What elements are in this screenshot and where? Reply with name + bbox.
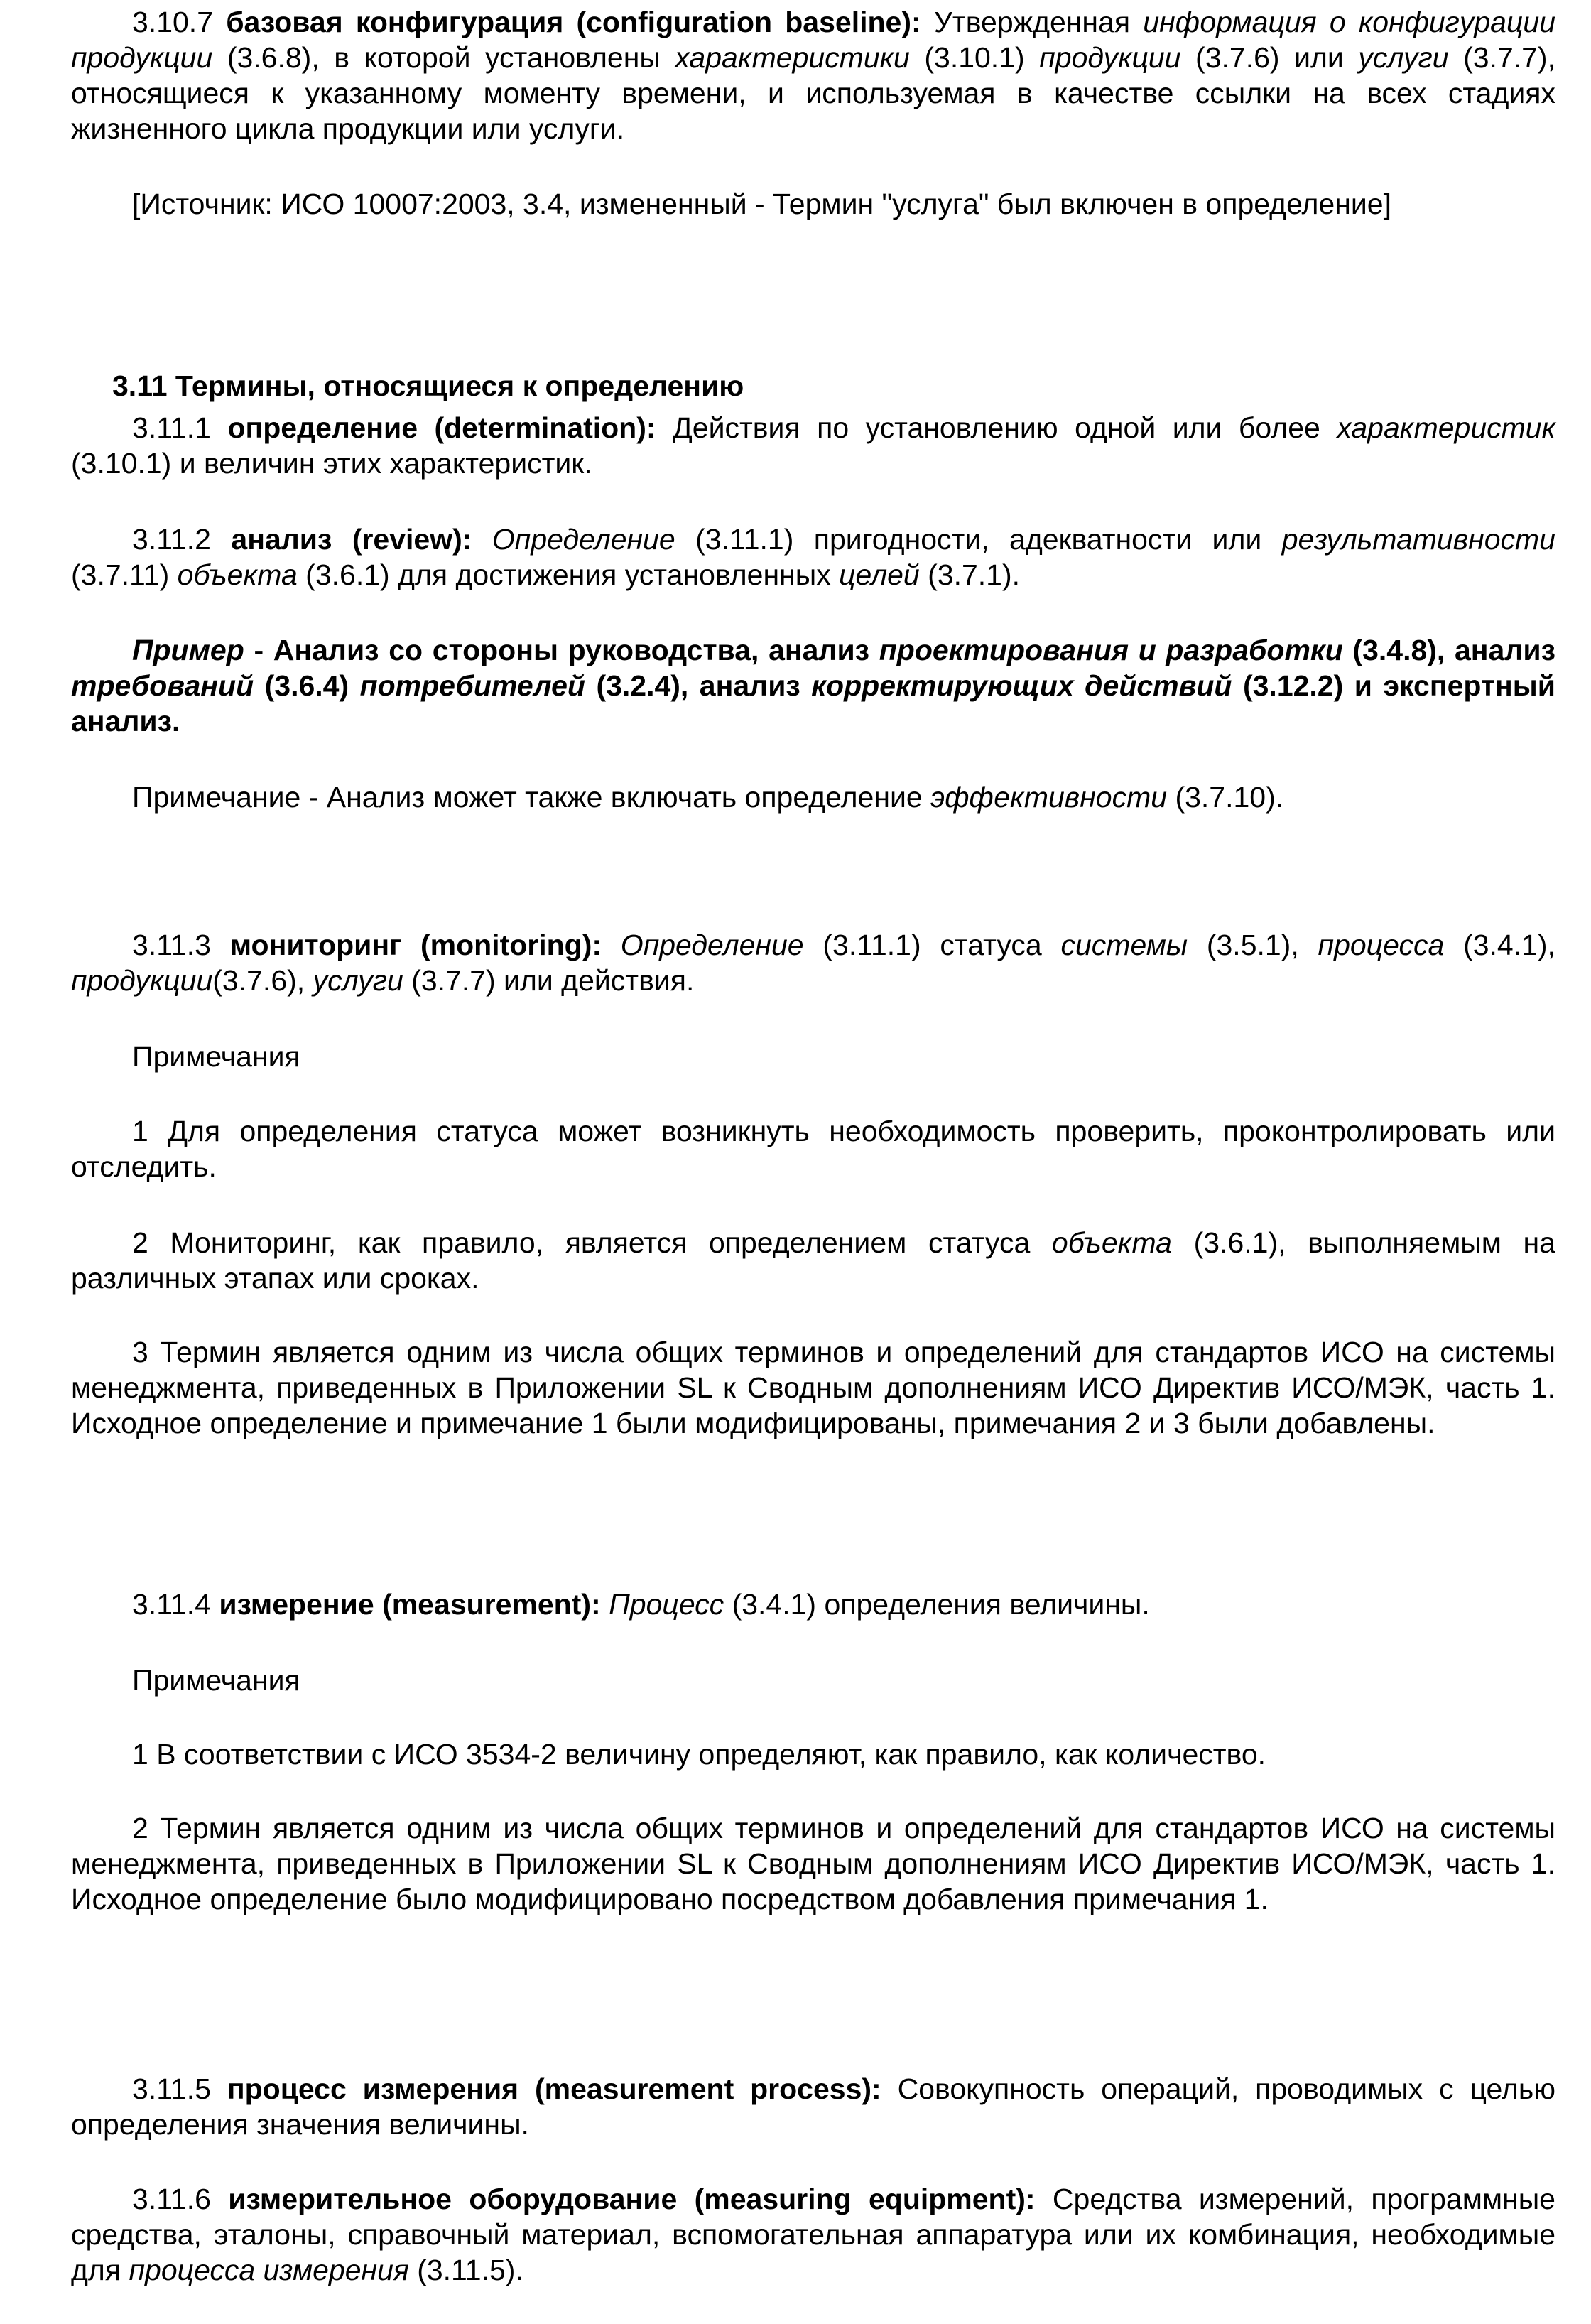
note-2-3-11-4: 2 Термин является одним из числа общих терминов и определений для стандартов ИСО на системы менеджмента, приведенных в Приложении SL к Сводным дополнениям ИСО Директив ИСО/МЭК, часть 1. Исходное определение было модифицировано посредством добавления примечания 1. bbox=[71, 1812, 1555, 1915]
definition-text: Средства измерений, программные средства, эталоны, справочный материал, вспомогательная аппаратура или их комбинация, необходимые для bbox=[71, 2183, 1555, 2286]
term-title: измерительное оборудование (measuring equipment): bbox=[228, 2183, 1036, 2215]
definition-text: Действия по установлению одной или более bbox=[673, 411, 1320, 444]
term-number: 3.11.3 bbox=[132, 929, 211, 961]
example-text: (3.6.4) bbox=[264, 669, 349, 702]
definition-text: (3.6.8), в которой установлены bbox=[227, 41, 661, 74]
source-note-3-10-7: [Источник: ИСО 10007:2003, 3.4, измененный - Термин "услуга" был включен в определение] bbox=[132, 188, 1391, 220]
term-reference: процесса bbox=[1318, 929, 1445, 961]
note-text: (3.6.1), выполняемым на различных этапах или сроках. bbox=[71, 1226, 1555, 1295]
definition-text: (3.10.1) и величин этих характеристик. bbox=[71, 447, 592, 480]
note-2-3-11-3 bbox=[71, 1225, 1555, 1296]
example-3-11-2 bbox=[71, 632, 1555, 739]
section-heading-3-11: 3.11 Термины, относящиеся к определению bbox=[112, 369, 744, 402]
term-reference: услуги bbox=[1358, 41, 1449, 74]
term-reference: требований bbox=[71, 669, 254, 702]
definition-text: (3.7.7), относящиеся к указанному моменту времени, и используемая в качестве ссылки на всех стадиях жизненного цикла продукции или услуги. bbox=[71, 41, 1555, 145]
notes-title-3-11-3: Примечания bbox=[132, 1040, 300, 1073]
note-1-3-11-3: 1 Для определения статуса может возникнуть необходимость проверить, проконтролировать или отследить. bbox=[71, 1115, 1555, 1183]
term-3-11-1 bbox=[71, 410, 1555, 481]
term-title: анализ (review): bbox=[231, 523, 472, 556]
term-3-10-7 bbox=[71, 4, 1555, 146]
definition-text: Совокупность операций, проводимых с целью определения значения величины. bbox=[71, 2072, 1555, 2141]
term-reference: результативности bbox=[1281, 523, 1555, 556]
term-reference: процесса измерения bbox=[129, 2254, 409, 2286]
term-reference: характеристик bbox=[1337, 411, 1555, 444]
term-reference: эффективности bbox=[930, 781, 1168, 814]
definition-text: (3.7.11) bbox=[71, 558, 170, 591]
term-reference: объекта bbox=[1051, 1226, 1172, 1259]
term-reference: продукции bbox=[1039, 41, 1181, 74]
example-text: (3.12.2) и экспертный анализ. bbox=[71, 669, 1555, 737]
definition-text: (3.10.1) bbox=[924, 41, 1025, 74]
definition-text: (3.4.1), bbox=[1463, 929, 1555, 961]
definition-text: (3.7.6), bbox=[212, 964, 305, 997]
definition-text: Утвержденная bbox=[933, 6, 1131, 38]
notes-title-3-11-4: Примечания bbox=[132, 1664, 300, 1697]
example-label: Пример bbox=[132, 634, 244, 666]
definition-text: (3.7.1). bbox=[928, 558, 1021, 591]
term-reference: потребителей bbox=[359, 669, 585, 702]
term-3-11-4 bbox=[71, 1587, 1555, 1622]
term-reference: корректирующих действий bbox=[811, 669, 1232, 702]
term-title: базовая конфигурация (configuration baseline): bbox=[226, 6, 921, 38]
term-reference: целей bbox=[839, 558, 920, 591]
term-reference: характеристики bbox=[675, 41, 910, 74]
term-number: 3.11.4 bbox=[132, 1588, 211, 1621]
term-3-11-3 bbox=[71, 927, 1555, 998]
term-3-11-6 bbox=[71, 2181, 1555, 2288]
example-text: (3.4.8), анализ bbox=[1352, 634, 1555, 666]
note-3-3-11-3: 3 Термин является одним из числа общих терминов и определений для стандартов ИСО на системы менеджмента, приведенных в Приложении SL к Сводным дополнениям ИСО Директив ИСО/МЭК, часть 1. Исходное определение и примечание 1 были модифицированы, примечания 2 и 3 были добавлены. bbox=[71, 1336, 1555, 1439]
definition-text: (3.11.5). bbox=[417, 2254, 523, 2286]
term-reference: Процесс bbox=[609, 1588, 724, 1621]
term-3-11-2 bbox=[71, 521, 1555, 593]
note-1-3-11-4: 1 В соответствии с ИСО 3534-2 величину определяют, как правило, как количество. bbox=[132, 1738, 1266, 1771]
term-reference: услуги bbox=[313, 964, 403, 997]
definition-text: (3.7.7) или действия. bbox=[411, 964, 695, 997]
term-number: 3.10.7 bbox=[132, 6, 213, 38]
term-title: определение (determination): bbox=[227, 411, 656, 444]
note-text: Примечание - Анализ может также включать определение bbox=[132, 781, 923, 814]
note-3-11-2 bbox=[71, 779, 1555, 815]
term-reference: продукции bbox=[71, 964, 213, 997]
definition-text: (3.7.6) или bbox=[1195, 41, 1344, 74]
definition-text: (3.11.1) пригодности, адекватности или bbox=[695, 523, 1262, 556]
term-number: 3.11.6 bbox=[132, 2183, 211, 2215]
term-number: 3.11.2 bbox=[132, 523, 211, 556]
term-reference: объекта bbox=[177, 558, 298, 591]
definition-text: (3.5.1), bbox=[1206, 929, 1299, 961]
definition-text: (3.4.1) определения величины. bbox=[732, 1588, 1150, 1621]
term-number: 3.11.1 bbox=[132, 411, 211, 444]
note-text: (3.7.10). bbox=[1175, 781, 1284, 814]
definition-text: (3.6.1) для достижения установленных bbox=[305, 558, 831, 591]
example-text: - Анализ со стороны руководства, анализ bbox=[254, 634, 870, 666]
term-title: измерение (measurement): bbox=[219, 1588, 601, 1621]
example-text: (3.2.4), анализ bbox=[596, 669, 800, 702]
term-reference: системы bbox=[1060, 929, 1188, 961]
definition-text: (3.11.1) статуса bbox=[822, 929, 1042, 961]
term-reference: информация о конфигурации продукции bbox=[71, 6, 1555, 74]
note-text: 2 Мониторинг, как правило, является определением статуса bbox=[132, 1226, 1031, 1259]
term-reference: проектирования и разработки bbox=[879, 634, 1343, 666]
term-reference: Определение bbox=[620, 929, 804, 961]
term-number: 3.11.5 bbox=[132, 2072, 211, 2105]
term-title: процесс измерения (measurement process): bbox=[227, 2072, 881, 2105]
term-reference: Определение bbox=[492, 523, 675, 556]
term-3-11-5 bbox=[71, 2071, 1555, 2142]
term-title: мониторинг (monitoring): bbox=[229, 929, 602, 961]
